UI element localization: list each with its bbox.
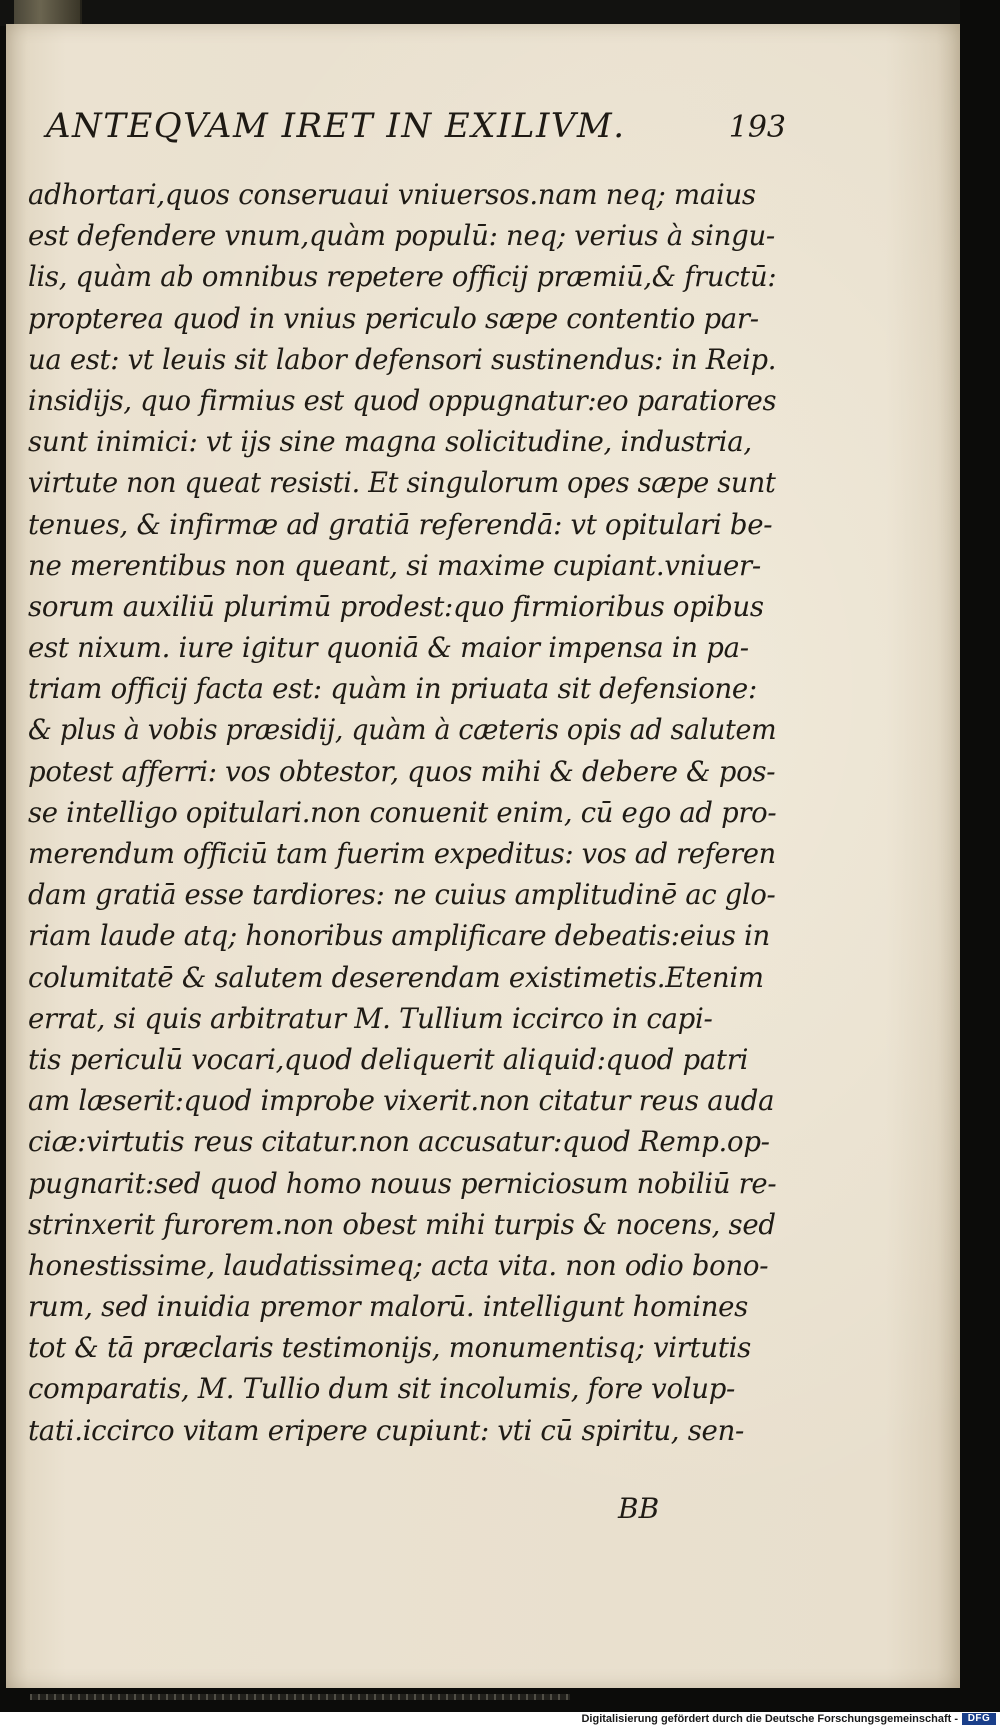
text-line: ciæ:virtutis reus citatur.non accusatur:quod Remp.op- bbox=[28, 1125, 770, 1159]
text-line: propterea quod in vnius periculo sæpe contentio par- bbox=[28, 301, 759, 335]
text-line: tenues, & infirmæ ad gratiā referendā: vt opitulari be- bbox=[28, 507, 773, 541]
text-line: lis, quàm ab omnibus repetere officij præmiū,& fructū: bbox=[28, 260, 777, 294]
body-text bbox=[28, 174, 788, 1451]
text-line: sunt inimici: vt ijs sine magna solicitudine, industria, bbox=[28, 425, 752, 459]
credit-text: Digitalisierung gefördert durch die Deutsche Forschungsgemeinschaft - bbox=[581, 1713, 958, 1725]
dfg-logo: DFG bbox=[962, 1713, 996, 1725]
text-line: merendum officiū tam fuerim expeditus: vos ad referen bbox=[28, 837, 776, 870]
scan-frame-top bbox=[0, 0, 1000, 26]
credit-bar bbox=[0, 1712, 1000, 1726]
text-line: sorum auxiliū plurimū prodest:quo firmioribus opibus bbox=[28, 589, 764, 623]
text-line: comparatis, M. Tullio dum sit incolumis, fore volup- bbox=[28, 1372, 736, 1406]
text-line: adhortari,quos conseruaui vniuersos.nam neq; maius bbox=[28, 178, 756, 211]
text-line: virtute non queat resisti. Et singulorum opes sæpe sunt bbox=[28, 466, 776, 500]
text-line: pugnarit:sed quod homo nouus perniciosum nobiliū re- bbox=[28, 1166, 777, 1200]
text-line: insidijs, quo firmius est quod oppugnatur:eo paratiores bbox=[28, 383, 777, 417]
text-line: errat, si quis arbitratur M. Tullium iccirco in capi- bbox=[28, 1001, 713, 1035]
text-line: triam officij facta est: quàm in priuata sit defensione: bbox=[28, 672, 757, 706]
text-line: est nixum. iure igitur quoniā & maior impensa in pa- bbox=[28, 631, 749, 665]
text-line: est defendere vnum,quàm populū: neq; verius à singu- bbox=[28, 219, 775, 253]
text-line: rum, sed inuidia premor malorū. intelligunt homines bbox=[28, 1290, 749, 1324]
book-page bbox=[6, 24, 960, 1688]
text-line: & plus à vobis præsidij, quàm à cæteris opis ad salutem bbox=[28, 713, 777, 747]
text-line: tot & tā præclaris testimonijs, monumentisq; virtutis bbox=[28, 1331, 751, 1365]
text-line: honestissime, laudatissimeq; acta vita. non odio bono- bbox=[28, 1248, 769, 1282]
text-line: ua est: vt leuis sit labor defensori sustinendus: in Reip. bbox=[28, 342, 777, 376]
text-line: dam gratiā esse tardiores: ne cuius amplitudinē ac glo- bbox=[28, 878, 776, 912]
text-line: columitatē & salutem deserendam existimetis.Etenim bbox=[28, 960, 764, 994]
signature-mark: BB bbox=[618, 1492, 660, 1525]
running-head-title: ANTEQVAM IRET IN EXILIVM. bbox=[46, 106, 626, 146]
text-line: se intelligo opitulari.non conuenit enim, cū ego ad pro- bbox=[28, 795, 777, 829]
text-line: tati.iccirco vitam eripere cupiunt: vti cū spiritu, sen- bbox=[28, 1413, 745, 1447]
scan-ruler bbox=[30, 1694, 570, 1700]
text-line: riam laude atq; honoribus amplificare debeatis:eius in bbox=[28, 919, 770, 953]
running-head bbox=[46, 106, 786, 166]
text-line: tis periculū vocari,quod deliquerit aliquid:quod patri bbox=[28, 1042, 749, 1076]
text-line: am læserit:quod improbe vixerit.non citatur reus auda bbox=[28, 1084, 775, 1118]
text-line: potest afferri: vos obtestor, quos mihi & debere & pos- bbox=[28, 754, 776, 788]
text-line: strinxerit furorem.non obest mihi turpis & nocens, sed bbox=[28, 1207, 776, 1241]
text-line: ne merentibus non queant, si maxime cupiant.vniuer- bbox=[28, 548, 761, 582]
scan-frame-right bbox=[960, 0, 1000, 1726]
page-number: 193 bbox=[728, 110, 786, 145]
